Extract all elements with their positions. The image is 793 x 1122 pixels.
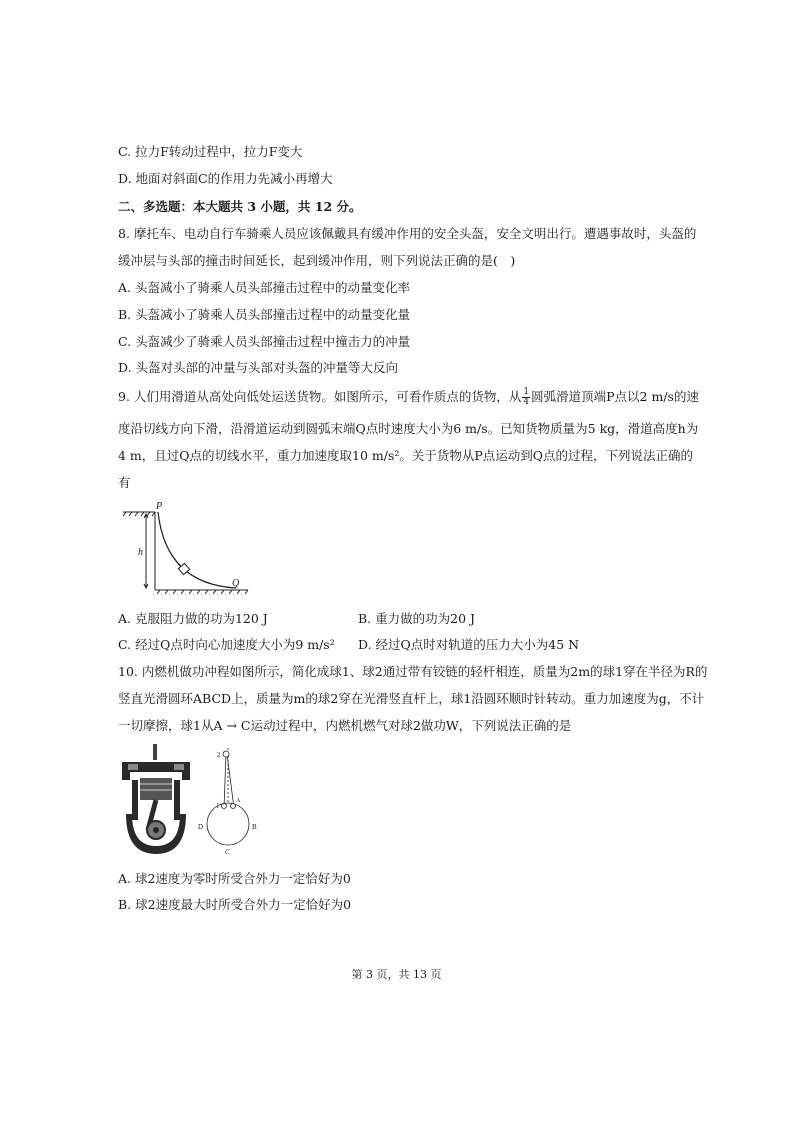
quarter-fraction [522,388,530,407]
q7-option-d: D. 地面对斜面C的作用力先减小再增大 [118,171,333,186]
q8-option-c: C. 头盔减少了骑乘人员头部撞击过程中撞击力的冲量 [118,334,411,349]
q9-stem-line2: 度沿切线方向下滑，沿滑道运动到圆弧末端Q点时速度大小为6 m/s。已知货物质量为5 kg，滑道高度h为 [118,421,699,436]
point-c-label: C [225,848,230,856]
point-d-label: D [198,823,204,831]
q10-option-a: A. 球2速度为零时所受合外力一定恰好为0 [118,871,351,886]
point-q-label: Q [232,578,240,589]
slide-track-figure [118,500,258,605]
height-h-label: h [138,547,143,558]
q9-stem-line4: 有 [118,475,131,490]
q10-stem-line1: 10. 内燃机做功冲程如图所示，简化成球1、球2通过带有铰链的轻杆相连，质量为2m的球1穿在半径为R的 [118,664,708,679]
ball-1-label: 1 [216,802,220,810]
q8-option-b: B. 头盔减小了骑乘人员头部撞击过程中的动量变化量 [118,307,411,322]
q9-stem-line1-a: 9. 人们用滑道从高处向低处运送货物。如图所示，可看作质点的货物，从 [118,389,522,404]
q9-option-c: C. 经过Q点时向心加速度大小为9 m/s² [118,637,335,652]
ball-2-label: 2 [217,751,221,759]
q9-stem-line1 [118,388,699,407]
engine-cylinder-figure [118,742,196,858]
q8-option-a: A. 头盔减小了骑乘人员头部撞击过程中的动量变化率 [118,280,410,295]
point-a-label: A [236,798,241,804]
q9-stem-line3: 4 m，且过Q点的切线水平，重力加速度取10 m/s²。关于货物从P点运动到Q点的过程，下列说法正确的 [118,448,694,463]
q9-option-d: D. 经过Q点时对轨道的压力大小为45 N [358,637,580,652]
ring-rod-figure [196,742,266,857]
q9-option-a: A. 克服阻力做的功为120 J [118,611,268,626]
q10-stem-line3: 一切摩擦，球1从A → C运动过程中，内燃机燃气对球2做功W，下列说法正确的是 [118,718,572,733]
point-p-label: P [156,501,163,512]
q10-option-b: B. 球2速度最大时所受合外力一定恰好为0 [118,897,352,912]
q9-option-b: B. 重力做的功为20 J [358,611,476,626]
q10-stem-line2: 竖直光滑圆环ABCD上，质量为m的球2穿在光滑竖直杆上，球1沿圆环顺时针转动。重力加速度为g，不计 [118,691,705,706]
page-footer: 第 3 页，共 13 页 [351,968,442,981]
q7-option-c: C. 拉力F转动过程中，拉力F变大 [118,144,303,159]
q8-stem-line2: 缓冲层与头部的撞击时间延长，起到缓冲作用，则下列说法正确的是( ) [118,253,516,268]
fraction-denominator: 4 [523,397,530,407]
q9-stem-line1-b: 圆弧滑道顶端P点以2 m/s的速 [531,389,699,404]
q8-stem-line1: 8. 摩托车、电动自行车骑乘人员应该佩戴具有缓冲作用的安全头盔，安全文明出行。遭遇事故时，头盔的 [118,226,697,241]
fraction-numerator: 1 [523,387,530,397]
section-heading: 二、多选题：本大题共 3 小题，共 12 分。 [118,199,362,214]
q8-option-d: D. 头盔对头部的冲量与头部对头盔的冲量等大反向 [118,360,399,375]
point-b-label: B [252,823,257,831]
